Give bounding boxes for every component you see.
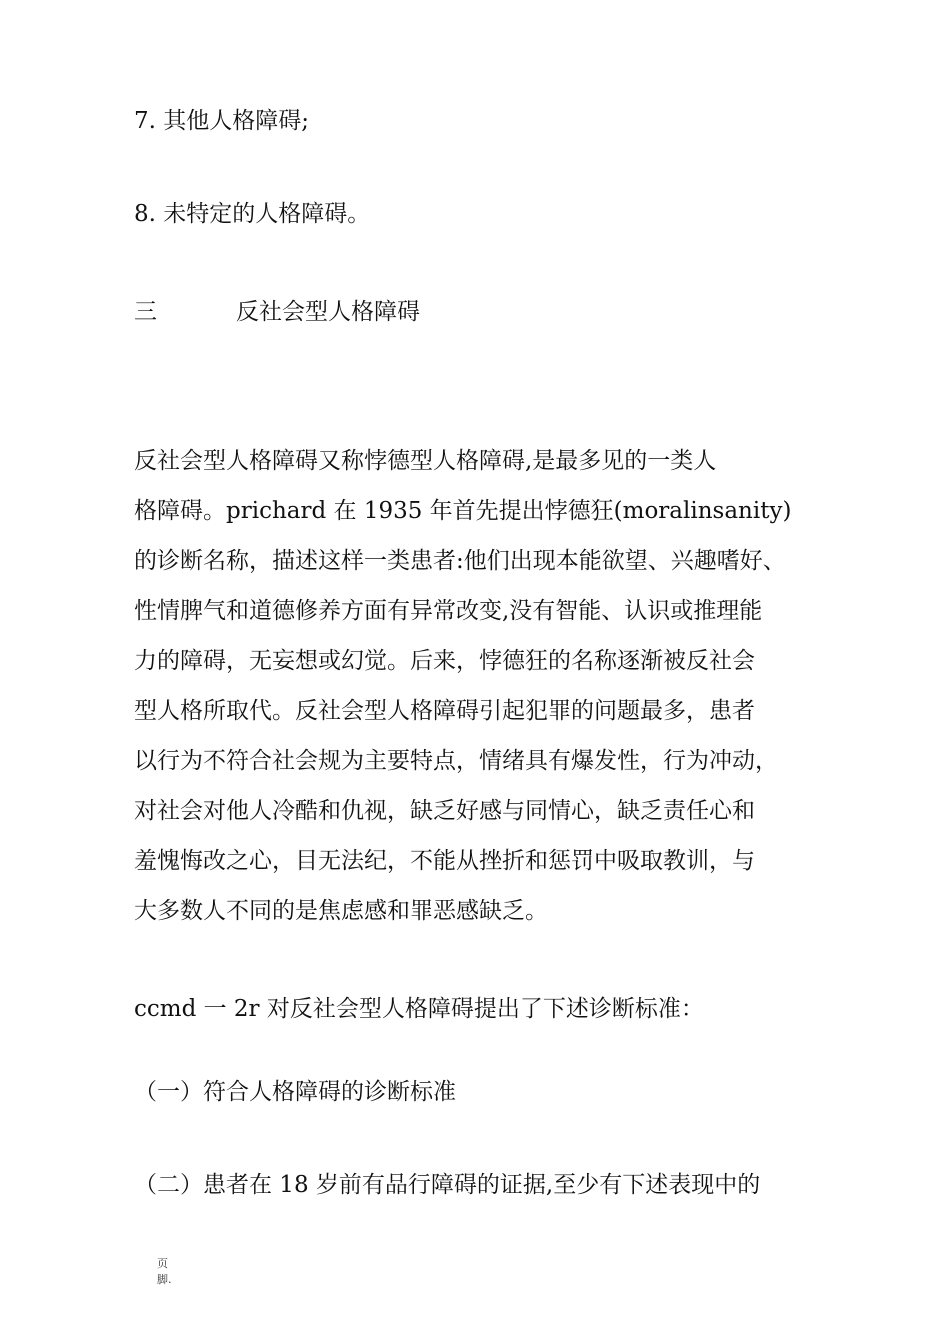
paragraph-line: 性情脾气和道德修养方面有异常改变,没有智能、认识或推理能 xyxy=(134,598,763,624)
paragraph-line: 羞愧悔改之心，目无法纪，不能从挫折和惩罚中吸取教训，与 xyxy=(134,848,755,874)
criteria-item-1: （一）符合人格障碍的诊断标准 xyxy=(134,1079,456,1105)
paragraph-line: 力的障碍，无妄想或幻觉。后来，悖德狂的名称逐渐被反社会 xyxy=(134,648,755,674)
footer-line-2: 脚. xyxy=(157,1273,172,1286)
list-item-8: 8. 未特定的人格障碍。 xyxy=(134,201,371,227)
section-number: 三 xyxy=(134,299,157,325)
paragraph-line: 对社会对他人冷酷和仇视，缺乏好感与同情心，缺乏责任心和 xyxy=(134,798,755,824)
section-title: 反社会型人格障碍 xyxy=(236,299,420,325)
paragraph-line: 的诊断名称，描述这样一类患者:他们出现本能欲望、兴趣嗜好、 xyxy=(134,548,786,574)
paragraph-line: 型人格所取代。反社会型人格障碍引起犯罪的问题最多，患者 xyxy=(134,698,755,724)
criteria-intro: ccmd 一 2r 对反社会型人格障碍提出了下述诊断标准： xyxy=(134,996,704,1022)
paragraph-line: 大多数人不同的是焦虑感和罪恶感缺乏。 xyxy=(134,898,548,924)
list-item-7: 7. 其他人格障碍; xyxy=(134,108,310,134)
paragraph-line: 以行为不符合社会规为主要特点，情绪具有爆发性，行为冲动， xyxy=(134,748,778,774)
footer-line-1: 页 xyxy=(157,1257,168,1270)
paragraph-line: 格障碍。prichard 在 1935 年首先提出悖德狂(moralinsanity) xyxy=(134,498,792,524)
paragraph-line: 反社会型人格障碍又称悖德型人格障碍,是最多见的一类人 xyxy=(134,448,717,474)
criteria-item-2: （二）患者在 18 岁前有品行障碍的证据,至少有下述表现中的 xyxy=(134,1172,761,1198)
